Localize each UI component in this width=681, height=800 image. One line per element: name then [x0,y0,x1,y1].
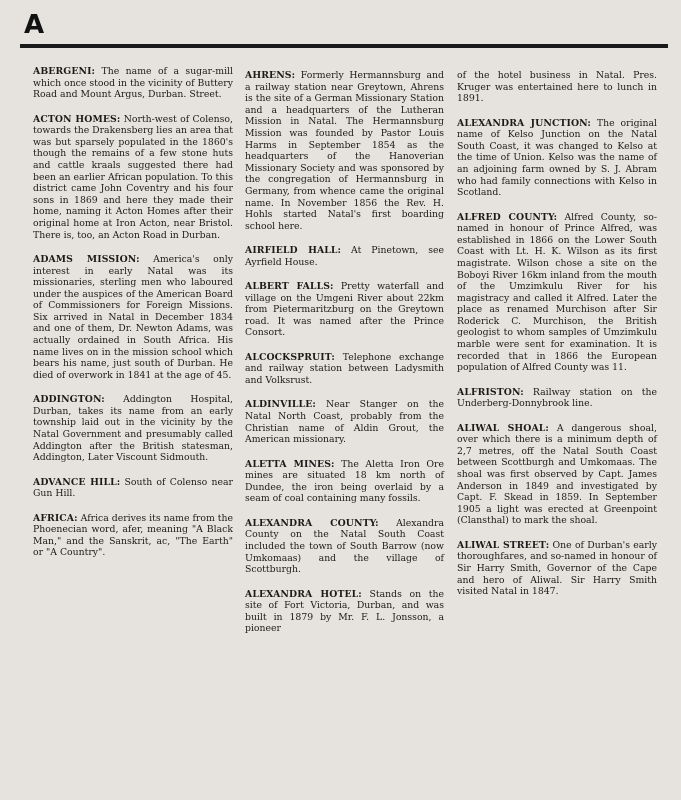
entry [245,459,444,505]
entry-text: North-west of Colenso, towards the Drakensberg lies an area that was but sparsely populated in the 1860's though the remains of a few stone huts and cattle kraals suggested there had been an earlier African population. To this district came John Coventry and his four sons in 1869 and here they made their home, naming it Acton Homes after their original home at Iron Acton, near Bristol. There is, too, an Acton Road in Durban. [33,113,233,241]
entry [245,589,444,635]
entry-head: ABERGENI: [33,66,96,77]
column-2 [245,70,444,648]
entry-head: ALIWAL STREET: [457,539,550,551]
entry-head: AIRFIELD HALL: [245,245,342,257]
entry-text: Telephone exchange and railway station between Ladysmith and Volksrust. [245,351,444,387]
entry-text: The name of a sugar-mill which once stood in the vicinity of Buttery Road and Mount Argus, Durban. Street. [33,66,233,101]
entry [245,70,444,232]
entry-text: Addington Hospital, Durban, takes its name from an early township laid out in the vicinity by the Natal Government and presumably called Addington after the British statesman, Addington, Later Viscount Sidmouth. [33,394,233,464]
entry [33,66,233,101]
entry-head: ALETTA MINES: [245,458,335,470]
entry-head: ALEXANDRA HOTEL: [245,588,362,600]
entry [245,399,444,445]
entry-head: ALDINVILLE: [245,399,316,411]
entry-head: ALIWAL SHOAL: [457,422,549,434]
entry [457,387,657,410]
section-letter: A [24,10,45,40]
entry-text: Alexandra County on the Natal South Coast included the town of South Barrow (now Umkomaas) and the village of Scottburgh. [245,517,444,576]
entry [245,245,444,268]
entry-head: ADVANCE HILL: [33,476,121,488]
entry-head: ADAMS MISSION: [33,253,140,265]
entry-text: One of Durban's early thoroughfares, and so-named in honour of Sir Harry Smith, Governor of the Cape and hero of Aliwal. Sir Harry Smith visited Natal in 1847. [457,539,657,598]
entry-head: ALEXANDRA COUNTY: [245,517,379,529]
entry-head: ALFRED COUNTY: [457,211,558,223]
entry [457,540,657,598]
entry-text: Africa derives its name from the Phoenecian word, afer, meaning "A Black Man," and the Sanskrit, ac, "The Earth" or "A Country". [33,512,233,559]
entry-head: ALBERT FALLS: [245,281,334,293]
section-rule [20,44,668,48]
entry [245,518,444,576]
entry-text: Near Stanger on the Natal North Coast, probably from the Christian name of Aldin Grout, the American missionary. [245,399,444,446]
entry [457,118,657,199]
entry-head: AHRENS: [245,70,296,81]
entry-head: ADDINGTON: [33,394,105,406]
entry-text: South of Colenso near Gun Hill. [33,476,233,500]
column-1 [33,66,233,572]
entry-text: The Aletta Iron Ore mines are situated 18 km north of Dundee, the iron being overlaid by a seam of coal containing many fossils. [245,458,444,505]
entry [33,477,233,500]
entry [245,281,444,339]
column-3 [457,70,657,611]
entry-text: America's only interest in early Natal was its missionaries, sterling men who laboured under the auspices of the American Board of Commissioners for Foreign Missions. Six arrived in Natal in December 1834 and one of them, Dr. Newton Adams, was actually ordained in South Africa. His name lives on in the mission school which bears his name, just south of Durban. He died of overwork in 1841 at the age of 45. [33,253,233,381]
entry-text: Alfred County, so-named in honour of Prince Alfred, was established in 1866 on the Lower South Coast with Lt. H. K. Wilson as its first magistrate. Wilson chose a site on the Boboyi River 16km inland from the mouth of the Umzimkulu River for his magistracy and called it Alfred. Later the place as renamed Murchison after Sir Roderick C. Murchison, the British geologist to whom samples of Umzimkulu marble were sent for examination. It is recorded that in 1866 the European population of Alfred County was 11. [457,211,657,374]
entry-head: ALEXANDRA JUNCTION: [457,117,591,129]
entry-head: AFRICA: [33,512,78,524]
entry-head: ACTON HOMES: [33,113,121,125]
entry-text: of the hotel business in Natal. Pres. Kruger was entertained here to lunch in 1891. [457,70,657,105]
entry-text: A dangerous shoal, over which there is a minimum depth of 2,7 metres, off the Natal South Coast between Scottburgh and Umkomaas. The shoal was first observed by Capt. James Anderson in 1849 and investigated by Capt. F. Skead in 1859. In September 1905 a light was erected at Greenpoint (Clansthal) to mark the shoal. [457,422,657,527]
entry [457,212,657,374]
entry-head: ALFRISTON: [457,386,524,398]
entry-text: Railway station on the Underberg-Donnybrook line. [457,386,657,410]
entry-text: Stands on the site of Fort Victoria, Durban, and was built in 1879 by Mr. F. L. Jonsson, a pioneer [245,588,444,635]
entry [33,513,233,559]
entry-text: At Pinetown, see Ayrfield House. [245,245,444,268]
entry [33,114,233,242]
entry [33,254,233,382]
entry [457,70,657,105]
entry [245,352,444,387]
entry-head: ALCOCKSPRUIT: [245,351,335,363]
entry-text: Formerly Hermannsburg and a railway station near Greytown, Ahrens is the site of a German Missionary Station and a headquarters of the Lutheran Mission in Natal. The Hermannsburg Mission was founded by Pastor Louis Harms in September 1854 as the headquarters of the Hanoverian Missionary Society and was sponsored by the congregation of Hermannsburg in Germany, from whence came the original name. In November 1856 the Rev. H. Hohls started Natal's first boarding school here. [245,70,444,232]
entry [33,394,233,464]
entry-text: Pretty waterfall and village on the Umgeni River about 22km from Pietermaritzburg on the Greytown road. It was named after the Prince Consort. [245,281,445,339]
entry [457,423,657,527]
entry-text: The original name of Kelso Junction on the Natal South Coast, it was changed to Kelso at the time of Union. Kelso was the name of an adjoining farm owned by S. J. Abram who had family connections with Kelso in Scotland. [457,117,657,199]
